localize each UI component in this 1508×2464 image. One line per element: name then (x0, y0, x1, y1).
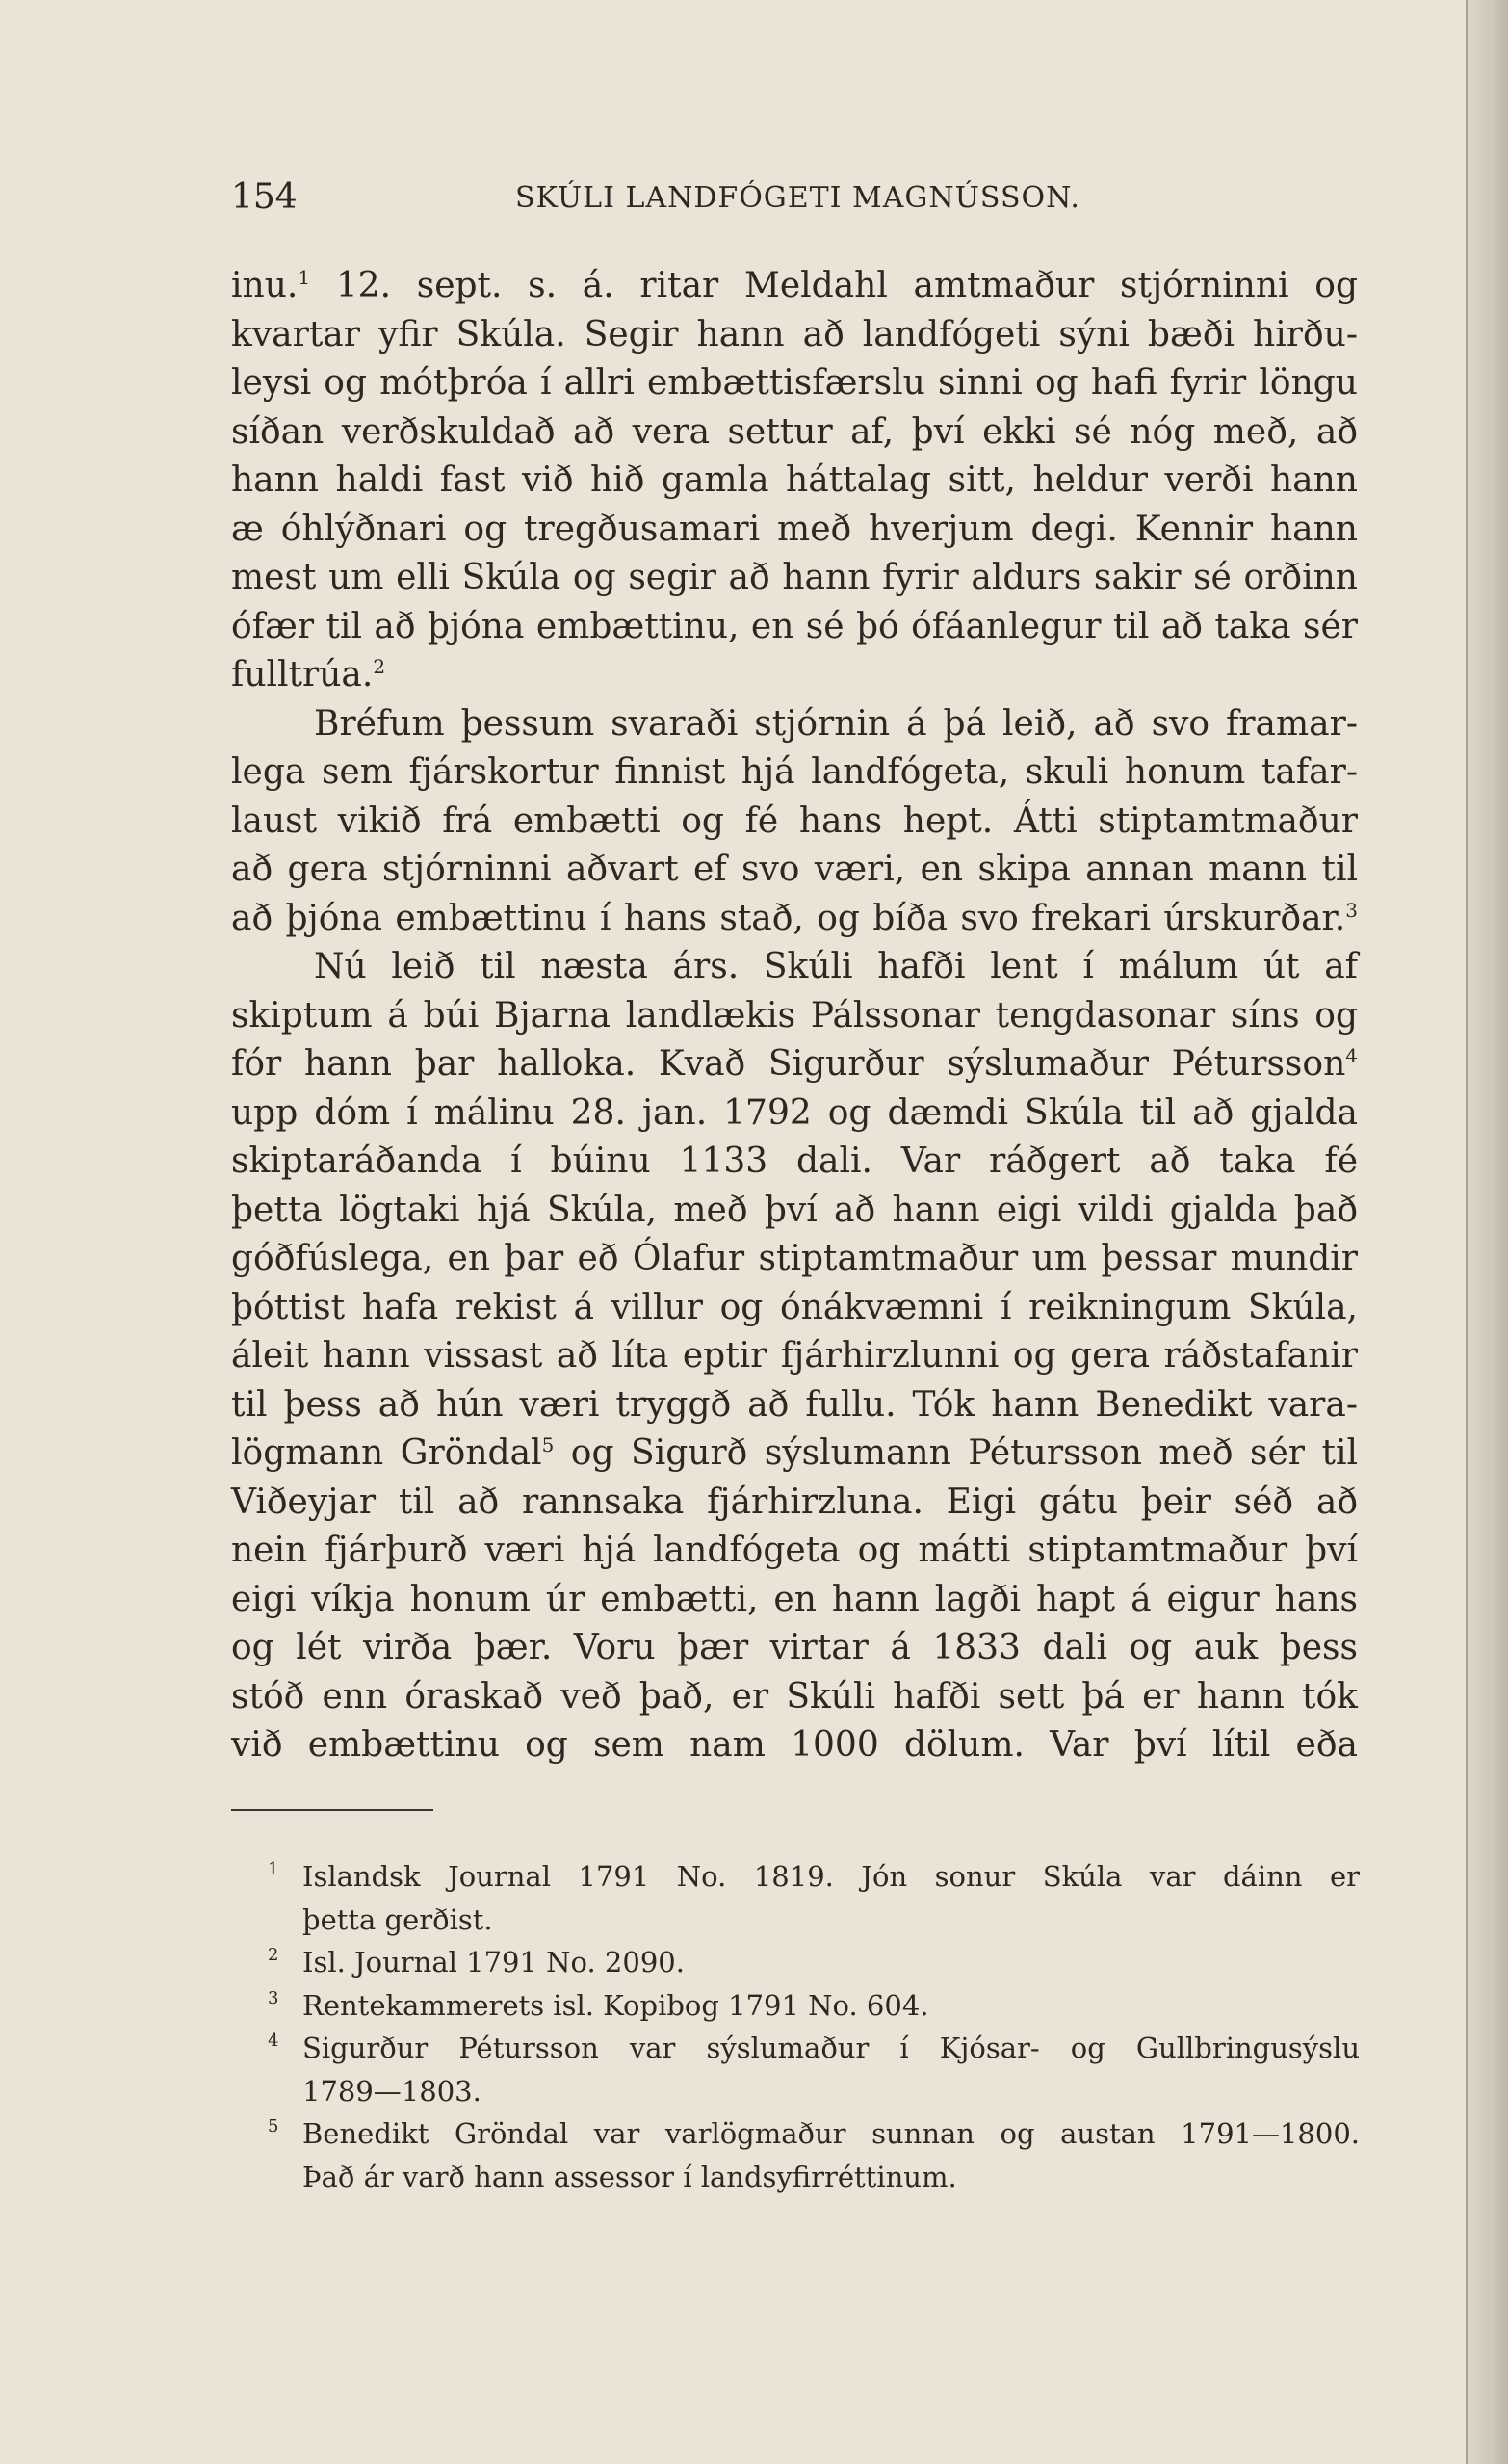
footnote-mark: 1 (268, 1859, 279, 1879)
text-line: að þjóna embættinu í hans stað, og bíða svo frekari úrskurðar.$^3$ (231, 898, 1358, 938)
text-line: þóttist hafa rekist á villur og ónákvæmni í reikningum Skúla, (231, 1287, 1358, 1327)
text-line: stóð enn óraskað veð það, er Skúli hafði sett þá er hann tók (231, 1676, 1358, 1717)
footnotes (268, 1855, 1360, 2198)
footnote-3: 3 Rentekammerets isl. Kopibog 1791 No. 604. (268, 1984, 1360, 2028)
footnote-mark: 4 (268, 2031, 279, 2051)
footnote-1-cont: þetta gerðist. (302, 1902, 493, 1936)
text-line: skiptaráðanda í búinu 1133 dali. Var ráðgert að taka fé (231, 1141, 1358, 1181)
footnote-2: 2 Isl. Journal 1791 No. 2090. (268, 1941, 1360, 1984)
text-line: síðan verðskuldað að vera settur af, því ekki sé nóg með, að (231, 411, 1358, 452)
page-edge (1466, 0, 1508, 2464)
text-line: lögmann Gröndal$^5$ og Sigurð sýslumann Pétursson með sér til (231, 1433, 1358, 1473)
text-line: fór hann þar halloka. Kvað Sigurður sýslumaður Pétursson$^4$ (231, 1044, 1358, 1084)
text-line: nein fjárþurð væri hjá landfógeta og mátti stiptamtmaður því (231, 1531, 1358, 1570)
footnote-rule (231, 1809, 433, 1811)
text-line: leysi og mótþróa í allri embættisfærslu sinni og hafi fyrir löngu (231, 363, 1358, 403)
text-line: og lét virða þær. Voru þær virtar á 1833 dali og auk þess (231, 1628, 1358, 1667)
page-number: 154 (231, 177, 298, 217)
text-line: upp dóm í málinu 28. jan. 1792 og dæmdi Skúla til að gjalda (231, 1092, 1358, 1133)
text-line: Viðeyjar til að rannsaka fjárhirzluna. Eigi gátu þeir séð að (231, 1481, 1358, 1522)
running-title: SKÚLI LANDFÓGETI MAGNÚSSON. (515, 181, 1080, 215)
text-line: áleit hann vissast að líta eptir fjárhirzlunni og gera ráðstafanir (231, 1336, 1358, 1376)
footnote-5: 5 Benedikt Gröndal var varlögmaður sunnan og austan 1791—1800. (268, 2112, 1360, 2156)
text-line: við embættinu og sem nam 1000 dölum. Var því lítil eða (231, 1725, 1358, 1765)
text-line: eigi víkja honum úr embætti, en hann lagði hapt á eigur hans (231, 1579, 1358, 1619)
text-line: hann haldi fast við hið gamla háttalag sitt, heldur verði hann (231, 460, 1358, 500)
text-line: æ óhlýðnari og tregðusamari með hverjum degi. Kennir hann (231, 509, 1358, 549)
text-line: inu.$^1$ 12. sept. s. á. ritar Meldahl amtmaður stjórninni og (231, 266, 1358, 305)
body-text (231, 262, 1358, 1770)
footnote-4-cont: 1789—1803. (302, 2074, 481, 2108)
footnote-5-cont: Það ár varð hann assessor í landsyfirréttinum. (302, 2160, 957, 2193)
text-line: Nú leið til næsta árs. Skúli hafði lent í málum út af (314, 947, 1358, 986)
text-line: Bréfum þessum svaraði stjórnin á þá leið, að svo framar- (314, 703, 1358, 744)
text-line: að gera stjórninni aðvart ef svo væri, en skipa annan mann til (231, 850, 1358, 889)
running-head (231, 177, 1358, 225)
text-line: kvartar yfir Skúla. Segir hann að landfógeti sýni bæði hirðu- (231, 314, 1358, 354)
text-line: laust vikið frá embætti og fé hans hept. Átti stiptamtmaður (231, 800, 1358, 841)
text-line: góðfúslega, en þar eð Ólafur stiptamtmaður um þessar mundir (231, 1239, 1358, 1278)
footnote-mark: 2 (268, 1945, 279, 1965)
text-line: mest um elli Skúla og segir að hann fyrir aldurs sakir sé orðinn (231, 558, 1358, 597)
footnote-mark: 3 (268, 1987, 279, 2008)
text-line: skiptum á búi Bjarna landlækis Pálssonar tengdasonar síns og (231, 995, 1358, 1035)
text-line: lega sem fjárskortur finnist hjá landfógeta, skuli honum tafar- (231, 752, 1358, 792)
text-line: ófær til að þjóna embættinu, en sé þó ófáanlegur til að taka sér (231, 606, 1358, 646)
text-line: fulltrúa.$^2$ (231, 655, 386, 695)
footnote-mark: 5 (268, 2116, 279, 2136)
footnote-4: 4 Sigurður Pétursson var sýslumaður í Kjósar- og Gullbringusýslu (268, 2027, 1360, 2070)
text-line: til þess að hún væri tryggð að fullu. Tók hann Benedikt vara- (231, 1384, 1358, 1425)
text-line: þetta lögtaki hjá Skúla, með því að hann eigi vildi gjalda það (231, 1190, 1358, 1230)
footnote-1: 1 Islandsk Journal 1791 No. 1819. Jón sonur Skúla var dáinn er (268, 1855, 1360, 1899)
